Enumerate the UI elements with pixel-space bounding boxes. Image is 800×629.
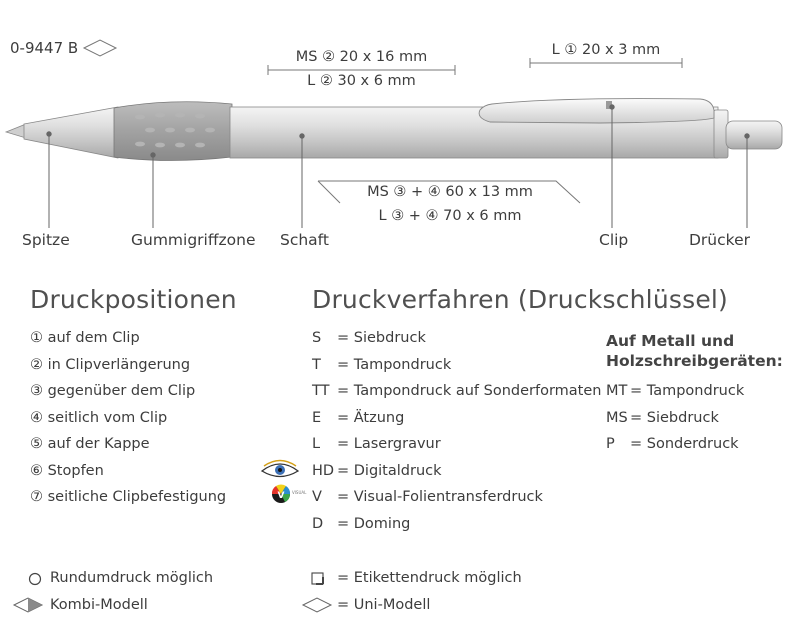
part-label-spitze: Spitze (22, 231, 70, 249)
method-text: = Doming (337, 516, 411, 532)
etikett-square-icon (312, 573, 323, 584)
pen-front-cone (24, 107, 118, 158)
metal-text: = Siebdruck (630, 410, 719, 426)
method-code: S (312, 330, 322, 346)
position-item: ⑦ seitliche Clipbefestigung (30, 489, 227, 505)
position-item: ④ seitlich vom Clip (30, 410, 168, 426)
legend-kombi: Kombi-Modell (50, 597, 148, 613)
methods-title: Druckverfahren (Druckschlüssel) (312, 285, 729, 314)
dimension-shaft-line1: MS ③ + ④ 60 x 13 mm (367, 184, 533, 200)
method-code: T (312, 357, 321, 373)
metal-title-line1: Auf Metall und (606, 332, 735, 350)
position-item: ⑥ Stopfen (30, 463, 104, 479)
pen-tip (6, 124, 26, 138)
svg-text:V: V (277, 491, 285, 501)
position-item: ① auf dem Clip (30, 330, 140, 346)
digitaldruck-eye-icon (262, 461, 298, 477)
part-label-gummigriffzone: Gummigriffzone (131, 231, 256, 249)
method-code: D (312, 516, 324, 532)
dimension-top-left-line1: MS ② 20 x 16 mm (295, 49, 428, 65)
method-text: = Ätzung (337, 410, 405, 426)
rundum-circle-icon (30, 574, 41, 585)
dimension-top-left-line2: L ② 30 x 6 mm (307, 73, 416, 89)
dimension-line-top-right (530, 58, 682, 68)
kombi-model-diamond-icon (14, 598, 42, 612)
position-item: ② in Clipverlängerung (30, 357, 191, 373)
position-item: ③ gegenüber dem Clip (30, 383, 196, 399)
legend-uni: = Uni-Modell (337, 597, 431, 613)
model-code: 0-9447 B (10, 39, 79, 57)
method-code: L (312, 436, 321, 452)
method-text: = Tampondruck auf Sonderformaten (337, 383, 602, 399)
method-text: = Visual-Folientransferdruck (337, 489, 543, 505)
method-text: = Tampondruck (337, 357, 452, 373)
uni-model-legend-diamond-icon (303, 598, 331, 612)
part-label-schaft: Schaft (280, 231, 329, 249)
positions-title: Druckpositionen (30, 285, 237, 314)
legend-rundum: Rundumdruck möglich (50, 570, 214, 586)
dimension-top-right-line1: L ① 20 x 3 mm (551, 42, 661, 58)
metal-code: MT (606, 383, 628, 399)
legend-etikett: = Etikettendruck möglich (337, 570, 522, 586)
metal-code: MS (606, 410, 628, 426)
metal-title-line2: Holzschreibgeräten: (606, 352, 783, 370)
uni-model-diamond-icon (84, 40, 116, 56)
metal-text: = Tampondruck (630, 383, 745, 399)
metal-text: = Sonderdruck (630, 436, 739, 452)
method-code: TT (312, 383, 330, 399)
dimension-shaft-line2: L ③ + ④ 70 x 6 mm (378, 208, 522, 224)
position-item: ⑤ auf der Kappe (30, 436, 150, 452)
method-text: = Lasergravur (337, 436, 441, 452)
part-label-clip: Clip (599, 231, 629, 249)
method-code: HD (312, 463, 335, 479)
pen-clip (479, 99, 714, 123)
pen-push-button (726, 121, 782, 149)
part-label-druecker: Drücker (689, 231, 750, 249)
method-code: V (312, 489, 322, 505)
method-code: E (312, 410, 322, 426)
visual-folientransfer-logo-icon (272, 484, 307, 503)
svg-text:VISUAL: VISUAL (292, 490, 307, 495)
method-text: = Digitaldruck (337, 463, 442, 479)
method-text: = Siebdruck (337, 330, 426, 346)
metal-code: P (606, 436, 615, 452)
